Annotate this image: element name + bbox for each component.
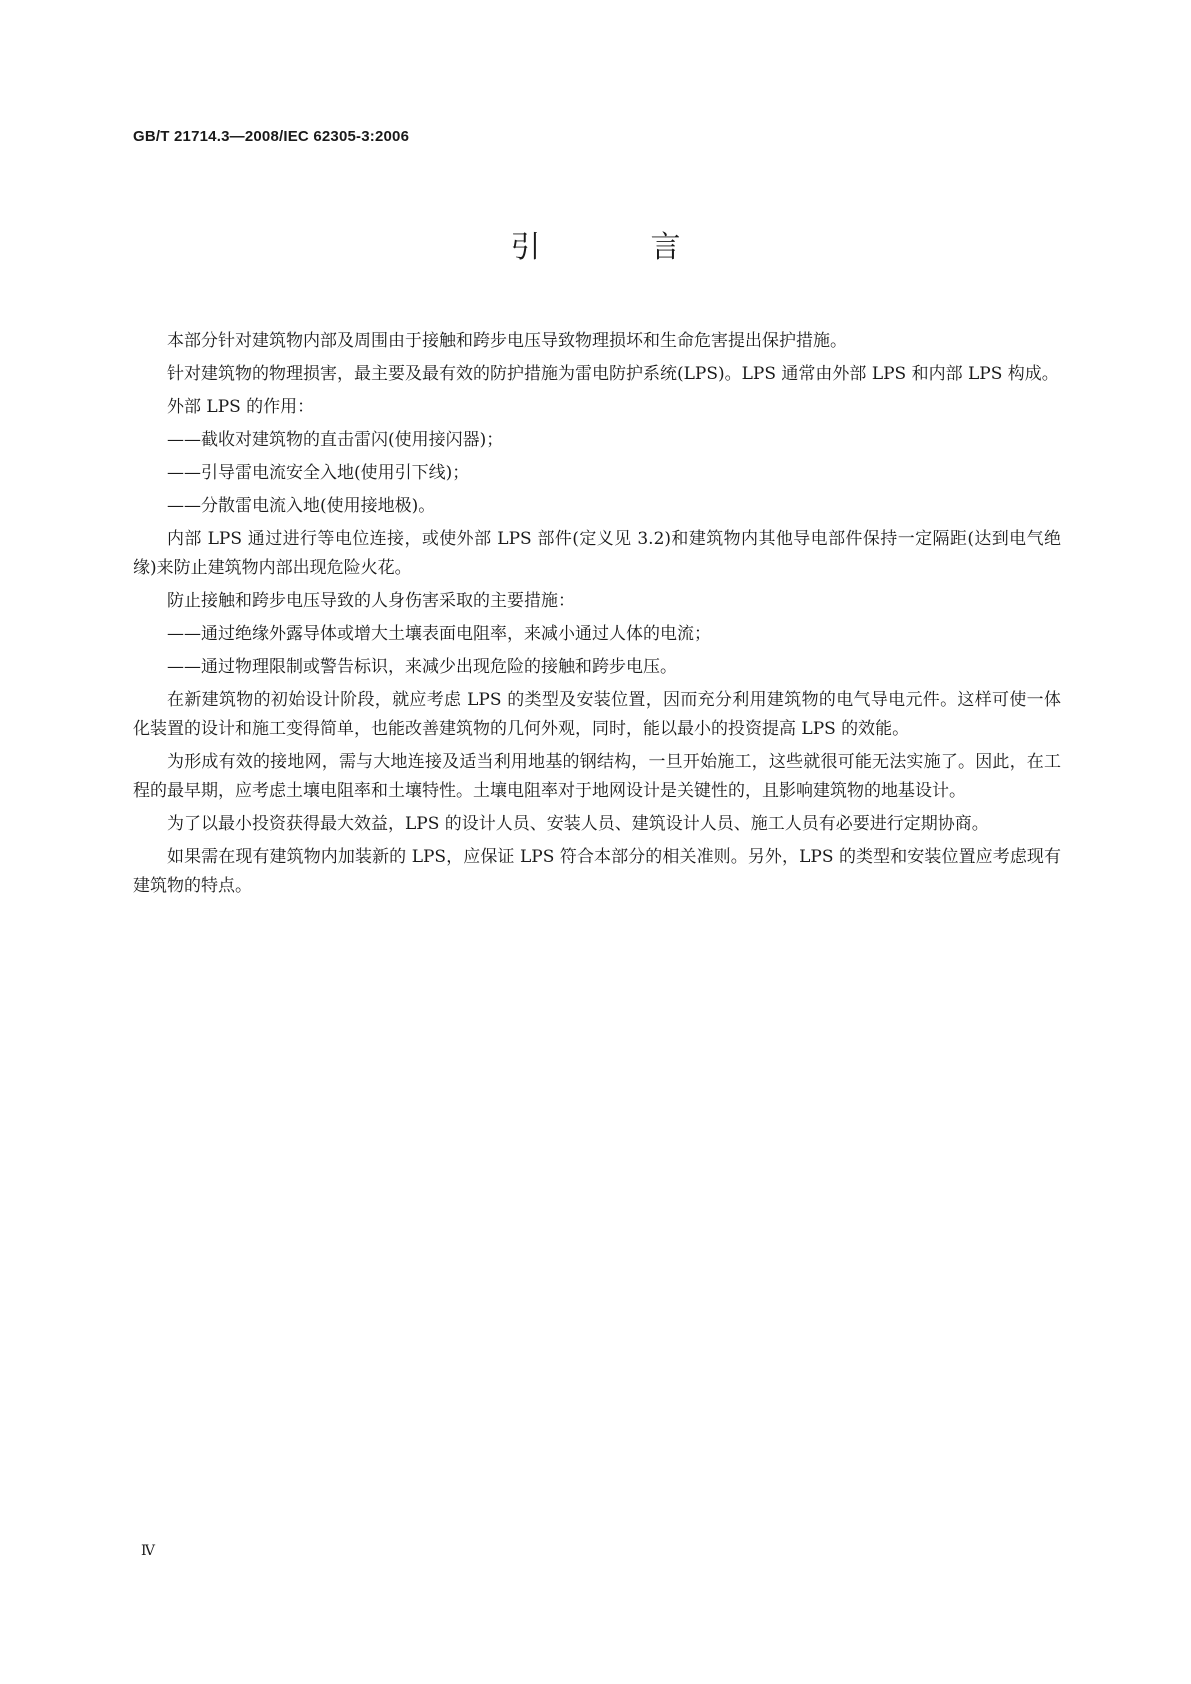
section-title: 引 言 [510, 230, 721, 265]
list-item: ——截收对建筑物的直击雷闪(使用接闪器)； [167, 430, 504, 450]
list-item: ——通过物理限制或警告标识，来减少出现危险的接触和跨步电压。 [167, 657, 677, 677]
list-item: ——分散雷电流入地(使用接地极)。 [167, 496, 436, 516]
paragraph: 针对建筑物的物理损害，最主要及最有效的防护措施为雷电防护系统(LPS)。LPS 通常由外部 LPS 和内部 LPS 构成。 [167, 364, 1059, 384]
paragraph: 在新建筑物的初始设计阶段，就应考虑 LPS 的类型及安装位置，因而充分利用建筑物的电气导电元件。这样可使一体化装置的设计和施工变得简单，也能改善建筑物的几何外观，同时，能以最小的投资提高 LPS 的效能。 [133, 690, 1061, 739]
paragraph: 为了以最小投资获得最大效益，LPS 的设计人员、安装人员、建筑设计人员、施工人员有必要进行定期协商。 [167, 814, 989, 834]
paragraph: 防止接触和跨步电压导致的人身伤害采取的主要措施： [167, 591, 575, 611]
paragraph: 本部分针对建筑物内部及周围由于接触和跨步电压导致物理损坏和生命危害提出保护措施。 [167, 331, 847, 351]
paragraph: 为形成有效的接地网，需与大地连接及适当利用地基的钢结构，一旦开始施工，这些就很可能无法实施了。因此，在工程的最早期，应考虑土壤电阻率和土壤特性。土壤电阻率对于地网设计是关键性的，且影响建筑物的地基设计。 [133, 752, 1061, 801]
list-item: ——通过绝缘外露导体或增大土壤表面电阻率，来减小通过人体的电流； [167, 624, 711, 644]
paragraph: 外部 LPS 的作用： [167, 397, 315, 417]
introduction-body [133, 327, 1061, 905]
paragraph: 如果需在现有建筑物内加装新的 LPS，应保证 LPS 符合本部分的相关准则。另外，LPS 的类型和安装位置应考虑现有建筑物的特点。 [133, 847, 1061, 896]
paragraph: 内部 LPS 通过进行等电位连接，或使外部 LPS 部件(定义见 3.2)和建筑物内其他导电部件保持一定隔距(达到电气绝缘)来防止建筑物内部出现危险火花。 [133, 529, 1061, 578]
page-number: Ⅳ [141, 1543, 155, 1559]
standard-code: GB/T 21714.3—2008/IEC 62305-3:2006 [133, 128, 410, 145]
list-item: ——引导雷电流安全入地(使用引下线)； [167, 463, 470, 483]
document-header [133, 128, 409, 145]
